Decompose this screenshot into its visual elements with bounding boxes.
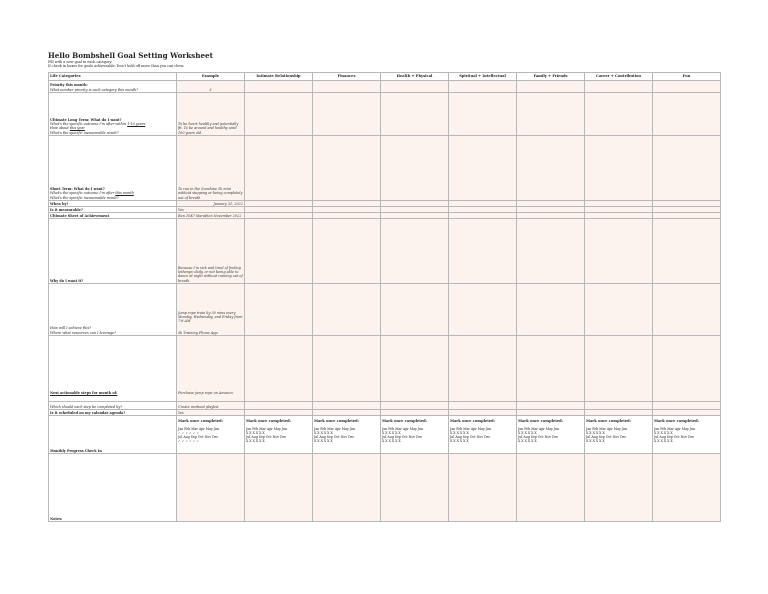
cell[interactable] xyxy=(381,93,449,136)
short-term-label: Short Term: What do I want? What's the specific outcome I'm after this month What's the specific measureable result? xyxy=(49,136,177,201)
next-steps-example[interactable]: Purchase jump rope on Amazon xyxy=(177,336,245,402)
cell[interactable] xyxy=(653,81,721,93)
cell[interactable] xyxy=(449,284,517,336)
cell[interactable] xyxy=(585,81,653,93)
cell[interactable] xyxy=(381,336,449,402)
monthly-cell[interactable]: Mark once completed: Jan Feb Mar Apr May Jun X X X X X X Jul Aug Sep Oct Nov Dec X X X X X X xyxy=(381,416,449,454)
cell[interactable] xyxy=(585,284,653,336)
notes-cell[interactable] xyxy=(517,454,585,522)
cell[interactable] xyxy=(381,402,449,410)
why-label: Why do I want it? xyxy=(49,219,177,284)
when-example[interactable]: January 31, 2022 xyxy=(177,201,245,207)
cell[interactable] xyxy=(313,219,381,284)
monthly-cell[interactable]: Mark once completed: Jan Feb Mar Apr May Jun X X X X X X Jul Aug Sep Oct Nov Dec X X X X X X xyxy=(313,416,381,454)
cell[interactable] xyxy=(245,81,313,93)
monthly-progress-row xyxy=(49,416,721,454)
notes-cell[interactable] xyxy=(585,454,653,522)
ultimate-label: Ultimate Long Term: What do I want? What's the specific outcome I'm after within 1-10 years How about this year What's the specific measureable result? xyxy=(49,93,177,136)
scheduled-label: Is it scheduled on my calendar agenda? xyxy=(49,410,177,416)
completed-by-row xyxy=(49,402,721,410)
monthly-cell[interactable]: Mark once completed: Jan Feb Mar Apr May Jun X X X X X X Jul Aug Sep Oct Nov Dec X X X X X X xyxy=(245,416,313,454)
cell[interactable] xyxy=(517,219,585,284)
worksheet-header xyxy=(48,51,213,69)
cell[interactable] xyxy=(449,219,517,284)
cell[interactable] xyxy=(585,336,653,402)
measurable-example[interactable]: Yes xyxy=(177,207,245,213)
cell[interactable] xyxy=(653,136,721,201)
col-spiritual-intellectual: Spiritual + Intellectual xyxy=(449,73,517,81)
cell[interactable] xyxy=(245,93,313,136)
cell[interactable] xyxy=(313,93,381,136)
cell[interactable] xyxy=(585,93,653,136)
cell[interactable] xyxy=(517,284,585,336)
monthly-cell[interactable]: Mark once completed: Jan Feb Mar Apr May Jun X X X X X X Jul Aug Sep Oct Nov Dec X X X X X X xyxy=(517,416,585,454)
notes-cell[interactable] xyxy=(653,454,721,522)
cell[interactable] xyxy=(653,336,721,402)
cell[interactable] xyxy=(313,136,381,201)
col-example: Example xyxy=(177,73,245,81)
why-row xyxy=(49,219,721,284)
cell[interactable] xyxy=(517,136,585,201)
how-row xyxy=(49,284,721,336)
monthly-cell[interactable]: Mark once completed: Jan Feb Mar Apr May Jun X X X X X X Jul Aug Sep Oct Nov Dec X X X X X X xyxy=(653,416,721,454)
cell[interactable] xyxy=(313,284,381,336)
ultimate-row xyxy=(49,93,721,136)
col-fun: Fun xyxy=(653,73,721,81)
cell[interactable] xyxy=(449,402,517,410)
cell[interactable] xyxy=(653,219,721,284)
col-health-physical: Health + Physical xyxy=(381,73,449,81)
short-term-row xyxy=(49,136,721,201)
next-steps-label: Next actionable steps for month of: xyxy=(49,336,177,402)
notes-cell[interactable] xyxy=(313,454,381,522)
sheet-of-achievement-example[interactable]: Run 10K? Marathon November 2022 xyxy=(177,213,245,219)
how-label: How will I achieve this? Where what resources can I leverage? xyxy=(49,284,177,336)
cell[interactable] xyxy=(245,219,313,284)
cell[interactable] xyxy=(313,336,381,402)
measurable-label: Is it measurable? xyxy=(49,207,177,213)
sheet-of-achievement-label: Ultimate Sheet of Achievement xyxy=(49,213,177,219)
cell[interactable] xyxy=(381,284,449,336)
cell[interactable] xyxy=(381,136,449,201)
instructions-line-2: If check in boxes for goals achieveable. Don't hold off more than you can chew. xyxy=(48,64,185,69)
notes-cell[interactable] xyxy=(381,454,449,522)
cell[interactable] xyxy=(245,336,313,402)
cell[interactable] xyxy=(653,402,721,410)
monthly-progress-label: Monthly Progress Check In xyxy=(49,416,177,454)
cell[interactable] xyxy=(313,402,381,410)
col-intimate-relationship: Intimate Relationship xyxy=(245,73,313,81)
monthly-example-cell[interactable]: Mark once completed: Jan Feb Mar Apr May Jun ✓ ✓ ✓ ✓ ✓ ✓ Jul Aug Sep Oct Nov Dec ✓ ✓ ✓ ✓ ✓ ✓ xyxy=(177,416,245,454)
cell[interactable] xyxy=(245,284,313,336)
short-term-example[interactable]: To run in the Sunshine 5k mini without stopping or being completely out of breath xyxy=(177,136,245,201)
cell[interactable] xyxy=(245,402,313,410)
monthly-cell[interactable]: Mark once completed: Jan Feb Mar Apr May Jun X X X X X X Jul Aug Sep Oct Nov Dec X X X X X X xyxy=(449,416,517,454)
ultimate-example[interactable]: To be heart healthy and potentially fit. To be around and healthy until 100 years old. xyxy=(177,93,245,136)
scheduled-example[interactable]: Yes xyxy=(177,410,245,416)
cell[interactable] xyxy=(381,219,449,284)
worksheet-title: Hello Bombshell Goal Setting Worksheet xyxy=(48,51,213,60)
cell[interactable] xyxy=(653,284,721,336)
monthly-cell[interactable]: Mark once completed: Jan Feb Mar Apr May Jun X X X X X X Jul Aug Sep Oct Nov Dec X X X X X X xyxy=(585,416,653,454)
cell[interactable] xyxy=(313,81,381,93)
cell[interactable] xyxy=(381,81,449,93)
when-label: When by? xyxy=(49,201,177,207)
notes-row xyxy=(49,454,721,522)
notes-cell[interactable] xyxy=(449,454,517,522)
cell[interactable] xyxy=(653,93,721,136)
how-example[interactable]: Jump rope train by 30 mins every Monday, Wednesday, and Friday from 7-8 AM 5k Training Phone App xyxy=(177,284,245,336)
cell[interactable] xyxy=(585,402,653,410)
cell[interactable] xyxy=(449,336,517,402)
notes-cell[interactable] xyxy=(177,454,245,522)
next-steps-row xyxy=(49,336,721,402)
cell[interactable] xyxy=(245,136,313,201)
notes-cell[interactable] xyxy=(245,454,313,522)
notes-label: Notes: xyxy=(49,454,177,522)
cell[interactable] xyxy=(517,93,585,136)
priority-example[interactable]: 3 xyxy=(177,81,245,93)
cell[interactable] xyxy=(449,81,517,93)
col-family-friends: Family + Friends xyxy=(517,73,585,81)
cell[interactable] xyxy=(585,219,653,284)
completed-by-example[interactable]: Create workout playlist xyxy=(177,402,245,410)
instructions-line-1: Fill with a new goal in each category. xyxy=(48,60,113,64)
cell[interactable] xyxy=(517,81,585,93)
col-finances: Finances xyxy=(313,73,381,81)
cell[interactable] xyxy=(517,402,585,410)
col-life-categories: Life Categories xyxy=(49,73,177,81)
col-career-contribution: Career + Contribution xyxy=(585,73,653,81)
why-example[interactable]: Because I'm sick and tired of feeling lethargic daily, or not being able to dance at night without running out of breath. xyxy=(177,219,245,284)
completed-by-label: Which should each step be completed by? xyxy=(49,402,177,410)
priority-label: Priority this month: What number priority is each category this month? xyxy=(49,81,177,93)
priority-row xyxy=(49,81,721,93)
cell[interactable] xyxy=(517,336,585,402)
cell[interactable] xyxy=(585,136,653,201)
header-row xyxy=(49,73,721,81)
goal-table xyxy=(48,72,721,522)
cell[interactable] xyxy=(449,93,517,136)
cell[interactable] xyxy=(449,136,517,201)
